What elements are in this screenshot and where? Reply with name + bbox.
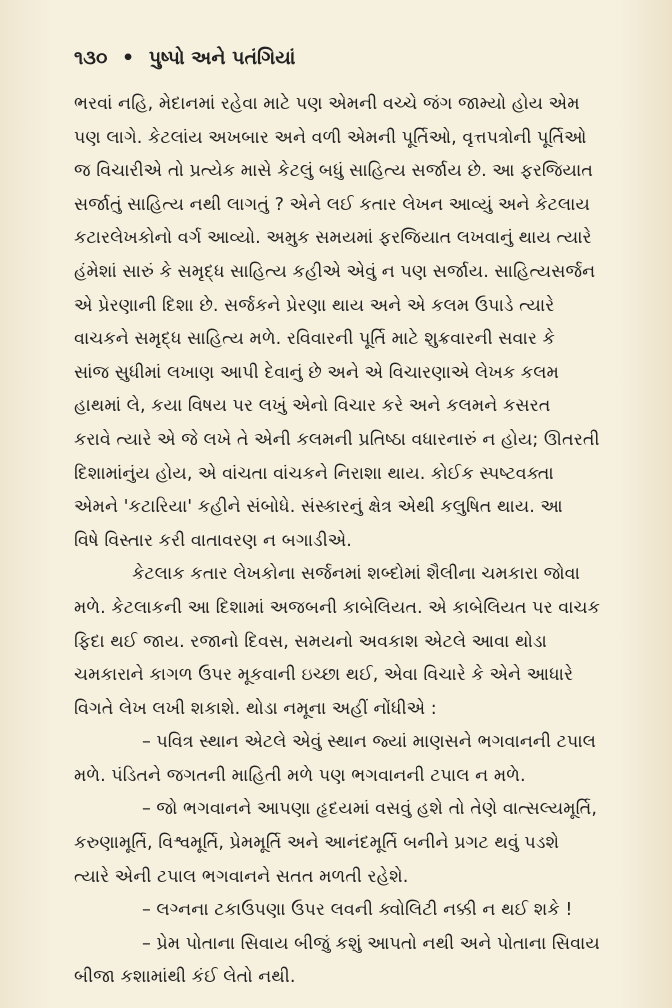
text-line: વાચકને સમૃદ્ધ સાહિત્ય મળે. રવિવારની પૂર્તિ માટે શુક્રવારની સવાર કે — [74, 329, 555, 350]
quote-line: – લગ્નના ટકાઉપણા ઉપર લવની ક્વોલિટી નક્કી ન થઈ શકે ! — [142, 900, 573, 921]
text-line: સાંજ સુધીમાં લખાણ આપી દેવાનું છે અને એ વિચારણાએ લેખક કલમ — [74, 362, 559, 383]
page-number: ૧૩૦ — [74, 47, 108, 69]
text-line: કટારલેખકોનો વર્ગ આવ્યો. અમુક સમયમાં ફરજિયાત લખવાનું થાય ત્યારે — [74, 228, 592, 249]
quote-line: – પવિત્ર સ્થાન એટલે એવું સ્થાન જ્યાં માણસને ભગવાનની ટપાલ — [142, 732, 596, 753]
text-line: વિગતે લેખ લખી શકાશે. થોડા નમૂના અહીં નોંધીએ : — [74, 698, 437, 719]
text-line: વિષે વિસ્તાર કરી વાતાવરણ ન બગાડીએ. — [74, 530, 352, 551]
text-line: એ પ્રેરણાની દિશા છે. સર્જકને પ્રેરણા થાય અને એ કલમ ઉપાડે ત્યારે — [74, 295, 555, 316]
header-separator: • — [122, 47, 135, 69]
text-line: બીજા કશામાંથી કંઈ લેતો નથી. — [74, 967, 296, 988]
text-line: કરાવે ત્યારે એ જે લખે તે એની કલમની પ્રતિષ્ઠા વધારનારું ન હોય; ઊતરતી — [74, 429, 600, 450]
text-line: મળે. પંડિતને જગતની માહિતી મળે પણ ભગવાનની ટપાલ ન મળે. — [74, 765, 526, 786]
text-line: એમને 'કટારિયા' કહીને સંબોધે. સંસ્કારનું ક્ષેત્ર એથી કલુષિત થાય. આ — [74, 497, 563, 518]
text-line: પણ લાગે. કેટલાંય અખબાર અને વળી એમની પૂર્તિઓ, વૃત્તપત્રોની પૂર્તિઓ — [74, 127, 587, 148]
text-line: હાથમાં લે, કયા વિષય પર લખું એનો વિચાર કરે અને કલમને કસરત — [74, 396, 551, 417]
text-line: સર્જાતું સાહિત્ય નથી લાગતું ? એને લઈ કતાર લેખન આવ્યું અને કેટલાય — [74, 194, 590, 215]
text-line: ત્યારે એની ટપાલ ભગવાનને સતત મળતી રહેશે. — [74, 866, 409, 887]
text-line: હંમેશાં સારું કે સમૃદ્ધ સાહિત્ય કહીએ એવું ન પણ સર્જાય. સાહિત્યસર્જન — [74, 261, 596, 282]
text-line: કરુણામૂર્તિ, વિશ્વમૂર્તિ, પ્રેમમૂર્તિ અને આનંદમૂર્તિ બનીને પ્રગટ થવું પડશે — [74, 833, 560, 854]
quote-line: – જો ભગવાનને આપણા હૃદયમાં વસવું હશે તો તેણે વાત્સલ્યમૂર્તિ, — [142, 799, 597, 820]
body-text — [74, 88, 634, 995]
book-title: પુષ્પો અને પતંગિયાં — [148, 47, 296, 69]
page-header — [74, 42, 634, 74]
text-line: દિશામાંનુંય હોય, એ વાંચતા વાંચકને નિરાશા થાય. કોઈક સ્પષ્ટવક્તા — [74, 463, 554, 484]
quote-line: – પ્રેમ પોતાના સિવાય બીજું કશું આપતો નથી અને પોતાના સિવાય — [142, 933, 600, 954]
text-line: જ વિચારીએ તો પ્રત્યેક માસે કેટલું બધું સાહિત્ય સર્જાય છે. આ ફરજિયાત — [74, 161, 593, 182]
text-line: ફિદા થઈ જાય. રજાનો દિવસ, સમયનો અવકાશ એટલે આવા થોડા — [74, 631, 547, 652]
paragraph-start-line: કેટલાક કતાર લેખકોના સર્જનમાં શબ્દોમાં શૈલીના ચમકારા જોવા — [132, 564, 580, 585]
text-line: ભરવાં નહિ, મેદાનમાં રહેવા માટે પણ એમની વચ્ચે જંગ જામ્યો હોય એમ — [74, 94, 580, 114]
text-line: મળે. કેટલાકની આ દિશામાં અજબની કાબેલિયત. એ કાબેલિયત પર વાચક — [74, 597, 601, 618]
text-line: ચમકારાને કાગળ ઉપર મૂકવાની ઇચ્છા થઈ, એવા વિચારે કે એને આધારે — [74, 665, 574, 686]
